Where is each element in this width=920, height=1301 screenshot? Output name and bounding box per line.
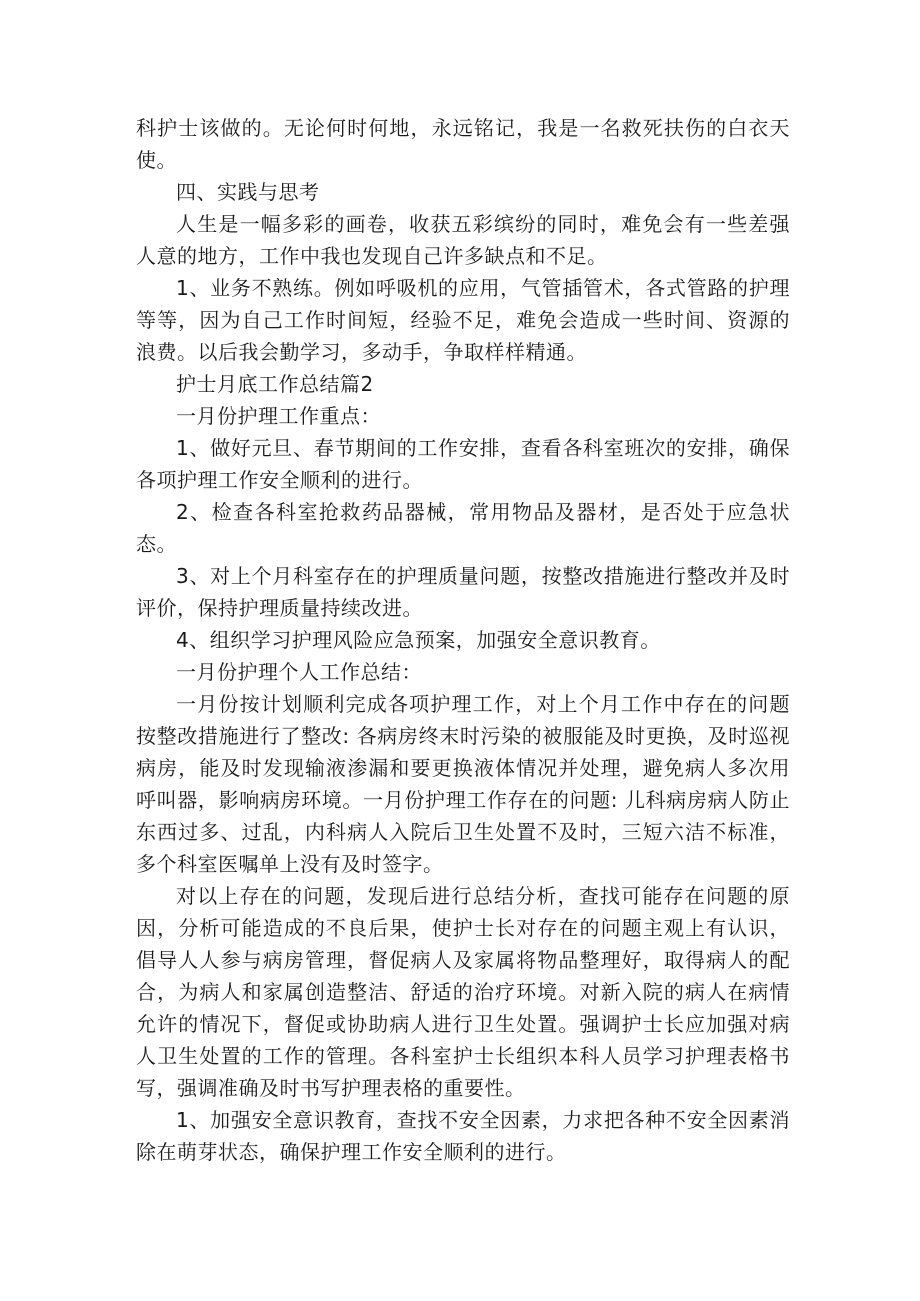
paragraph: 人生是一幅多彩的画卷，收获五彩缤纷的同时，难免会有一些差强人意的地方，工作中我也发现自己许多缺点和不足。 <box>136 212 790 268</box>
article-title: 护士月底工作总结篇2 <box>176 372 374 396</box>
list-item: 2、检查各科室抢救药品器械，常用物品及器材，是否处于应急状态。 <box>136 500 790 556</box>
list-item: 1、加强安全意识教育，查找不安全因素，力求把各种不安全因素消除在萌芽状态，确保护理工作安全顺利的进行。 <box>136 1108 790 1164</box>
paragraph: 一月份按计划顺利完成各项护理工作，对上个月工作中存在的问题按整改措施进行了整改: 各病房终末时污染的被服能及时更换，及时巡视病房，能及时发现输液渗漏和要更换液体情况并处理，避免病人多次用呼叫器，影响病房环境。一月份护理工作存在的问题: 儿科病房病人防止东西过多、过乱，内科病人入院后卫生处置不及时，三短六洁不标准，多个科室医嘱单上没有及时签字。 <box>136 692 790 876</box>
paragraph-continuation: 科护士该做的。无论何时何地，永远铭记，我是一名救死扶伤的白衣天使。 <box>136 116 790 172</box>
document-body <box>136 112 790 1168</box>
section-heading-practice: 四、实践与思考 <box>176 180 320 204</box>
paragraph: 1、业务不熟练。例如呼吸机的应用，气管插管术，各式管路的护理等等，因为自己工作时间短，经验不足，难免会造成一些时间、资源的浪费。以后我会勤学习，多动手，争取样样精通。 <box>136 276 790 364</box>
section-heading-focus: 一月份护理工作重点： <box>176 404 381 428</box>
list-item: 1、做好元旦、春节期间的工作安排，查看各科室班次的安排，确保各项护理工作安全顺利的进行。 <box>136 436 790 492</box>
list-item: 4、组织学习护理风险应急预案，加强安全意识教育。 <box>176 628 661 652</box>
section-heading-summary: 一月份护理个人工作总结： <box>176 660 422 684</box>
paragraph: 对以上存在的问题，发现后进行总结分析，查找可能存在问题的原因，分析可能造成的不良后果，使护士长对存在的问题主观上有认识，倡导人人参与病房管理，督促病人及家属将物品整理好，取得病人的配合，为病人和家属创造整洁、舒适的治疗环境。对新入院的病人在病情允许的情况下，督促或协助病人进行卫生处置。强调护士长应加强对病人卫生处置的工作的管理。各科室护士长组织本科人员学习护理表格书写，强调准确及时书写护理表格的重要性。 <box>136 884 790 1100</box>
list-item: 3、对上个月科室存在的护理质量问题，按整改措施进行整改并及时评价，保持护理质量持续改进。 <box>136 564 790 620</box>
